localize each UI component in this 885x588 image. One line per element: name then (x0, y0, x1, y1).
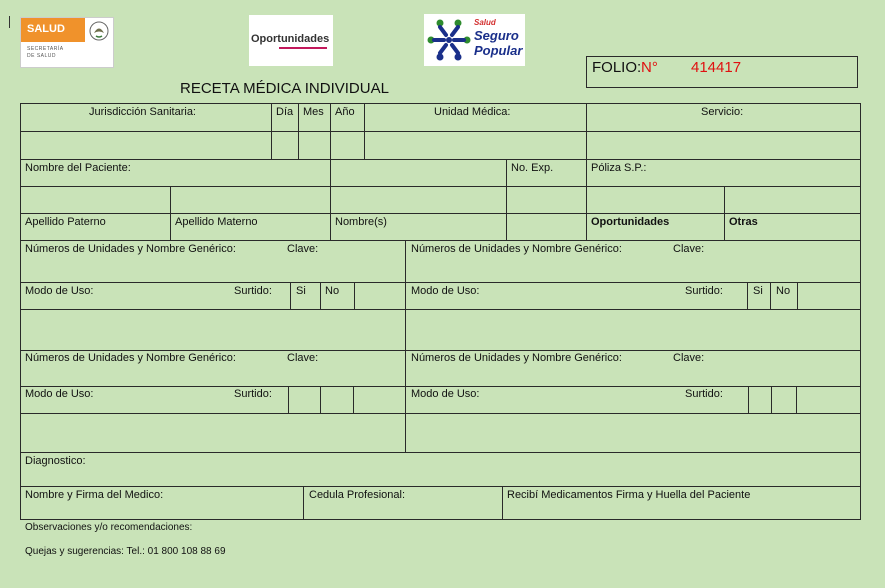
si-label-1: Si (296, 285, 306, 297)
modo-uso-3-field[interactable] (20, 413, 406, 453)
seguro-popular-salud: Salud (474, 18, 496, 27)
no-exp-field[interactable] (506, 186, 587, 214)
diagnostico-field[interactable] (20, 452, 861, 487)
mexico-eagle-icon (88, 20, 110, 42)
mes-field[interactable] (298, 131, 331, 160)
anio-label: Año (335, 106, 355, 118)
apellido-paterno-field[interactable] (20, 186, 171, 214)
no-label-1: No (325, 285, 340, 297)
jurisdiccion-field[interactable] (20, 131, 272, 160)
modo-label-3: Modo de Uso: (25, 388, 94, 400)
salud-logo-sub1: SECRETARÍA (27, 46, 64, 52)
salud-logo-title: SALUD (27, 23, 65, 35)
surtido-label-4: Surtido: (685, 388, 723, 400)
jurisdiccion-label: Jurisdicción Sanitaria: (89, 106, 196, 118)
clave-label-4: Clave: (673, 352, 705, 364)
modo-label-4: Modo de Uso: (411, 388, 480, 400)
otras-label: Otras (729, 216, 758, 228)
salud-logo (20, 17, 114, 68)
modo-label-1: Modo de Uso: (25, 285, 94, 297)
oportunidades-logo-underline (279, 47, 327, 49)
clave-label-2: Clave: (673, 243, 705, 255)
apellido-materno-label: Apellido Materno (175, 216, 258, 228)
no-exp-label: No. Exp. (511, 162, 554, 174)
folio-label: FOLIO: (592, 59, 642, 76)
modo-uso-2-field[interactable] (405, 309, 861, 351)
surtido-extra-1[interactable] (354, 282, 406, 310)
oportunidades-label: Oportunidades (591, 216, 670, 228)
modo-uso-1-field[interactable] (20, 309, 406, 351)
surtido-si-4[interactable] (748, 386, 772, 414)
si-label-2: Si (753, 285, 763, 297)
servicio-field[interactable] (586, 131, 861, 160)
nombre-paciente-label: Nombre del Paciente: (25, 162, 131, 174)
numeros-label-2: Números de Unidades y Nombre Genérico: (411, 243, 622, 255)
mes-label: Mes (303, 106, 324, 118)
recibi-label: Recibí Medicamentos Firma y Huella del Paciente (507, 489, 751, 501)
seguro-popular-logo (424, 14, 525, 66)
seguro-popular-line3: Popular (474, 43, 523, 58)
nombres-label: Nombre(s) (335, 216, 387, 228)
surtido-label-3: Surtido: (234, 388, 272, 400)
text-cursor (9, 16, 10, 28)
clave-label-3: Clave: (287, 352, 319, 364)
surtido-no-3[interactable] (320, 386, 354, 414)
folio-number: 414417 (691, 59, 742, 76)
cedula-label: Cedula Profesional: (309, 489, 406, 501)
dia-field[interactable] (271, 131, 299, 160)
medico-label: Nombre y Firma del Medico: (25, 489, 164, 501)
no-label-2: No (776, 285, 791, 297)
observaciones-line (20, 519, 861, 520)
observaciones-label: Observaciones y/o recomendaciones: (25, 522, 193, 533)
apellido-materno-field[interactable] (170, 186, 331, 214)
page-title: RECETA MÉDICA INDIVIDUAL (180, 80, 389, 97)
modo-uso-4-field[interactable] (405, 413, 861, 453)
paciente-blank-header (330, 159, 507, 187)
no-exp-cell (506, 213, 587, 241)
numeros-label-3: Números de Unidades y Nombre Genérico: (25, 352, 236, 364)
salud-logo-sub2: DE SALUD (27, 53, 57, 59)
surtido-label-2: Surtido: (685, 285, 723, 297)
apellido-paterno-label: Apellido Paterno (25, 216, 106, 228)
folio-symbol: N° (641, 59, 658, 76)
surtido-extra-2[interactable] (797, 282, 861, 310)
seguro-popular-line2: Seguro (474, 28, 519, 43)
diagnostico-label: Diagnostico: (25, 455, 86, 467)
servicio-label: Servicio: (701, 106, 744, 118)
numeros-label-4: Números de Unidades y Nombre Genérico: (411, 352, 622, 364)
otras-field[interactable] (724, 186, 861, 214)
oportunidades-logo (249, 15, 333, 66)
anio-field[interactable] (330, 131, 365, 160)
surtido-extra-4[interactable] (796, 386, 861, 414)
surtido-no-4[interactable] (771, 386, 797, 414)
unidad-field[interactable] (364, 131, 587, 160)
modo-label-2: Modo de Uso: (411, 285, 480, 297)
surtido-si-3[interactable] (288, 386, 321, 414)
people-circle-icon (426, 17, 472, 63)
unidad-label: Unidad Médica: (434, 106, 511, 118)
nombres-field[interactable] (330, 186, 507, 214)
quejas-label: Quejas y sugerencias: Tel.: 01 800 108 88 69 (25, 546, 226, 557)
clave-label-1: Clave: (287, 243, 319, 255)
poliza-label: Póliza S.P.: (591, 162, 647, 174)
dia-label: Día (276, 106, 294, 118)
numeros-label-1: Números de Unidades y Nombre Genérico: (25, 243, 236, 255)
oportunidades-field[interactable] (586, 186, 725, 214)
oportunidades-logo-text: Oportunidades (251, 33, 330, 45)
surtido-extra-3[interactable] (353, 386, 406, 414)
surtido-label-1: Surtido: (234, 285, 272, 297)
